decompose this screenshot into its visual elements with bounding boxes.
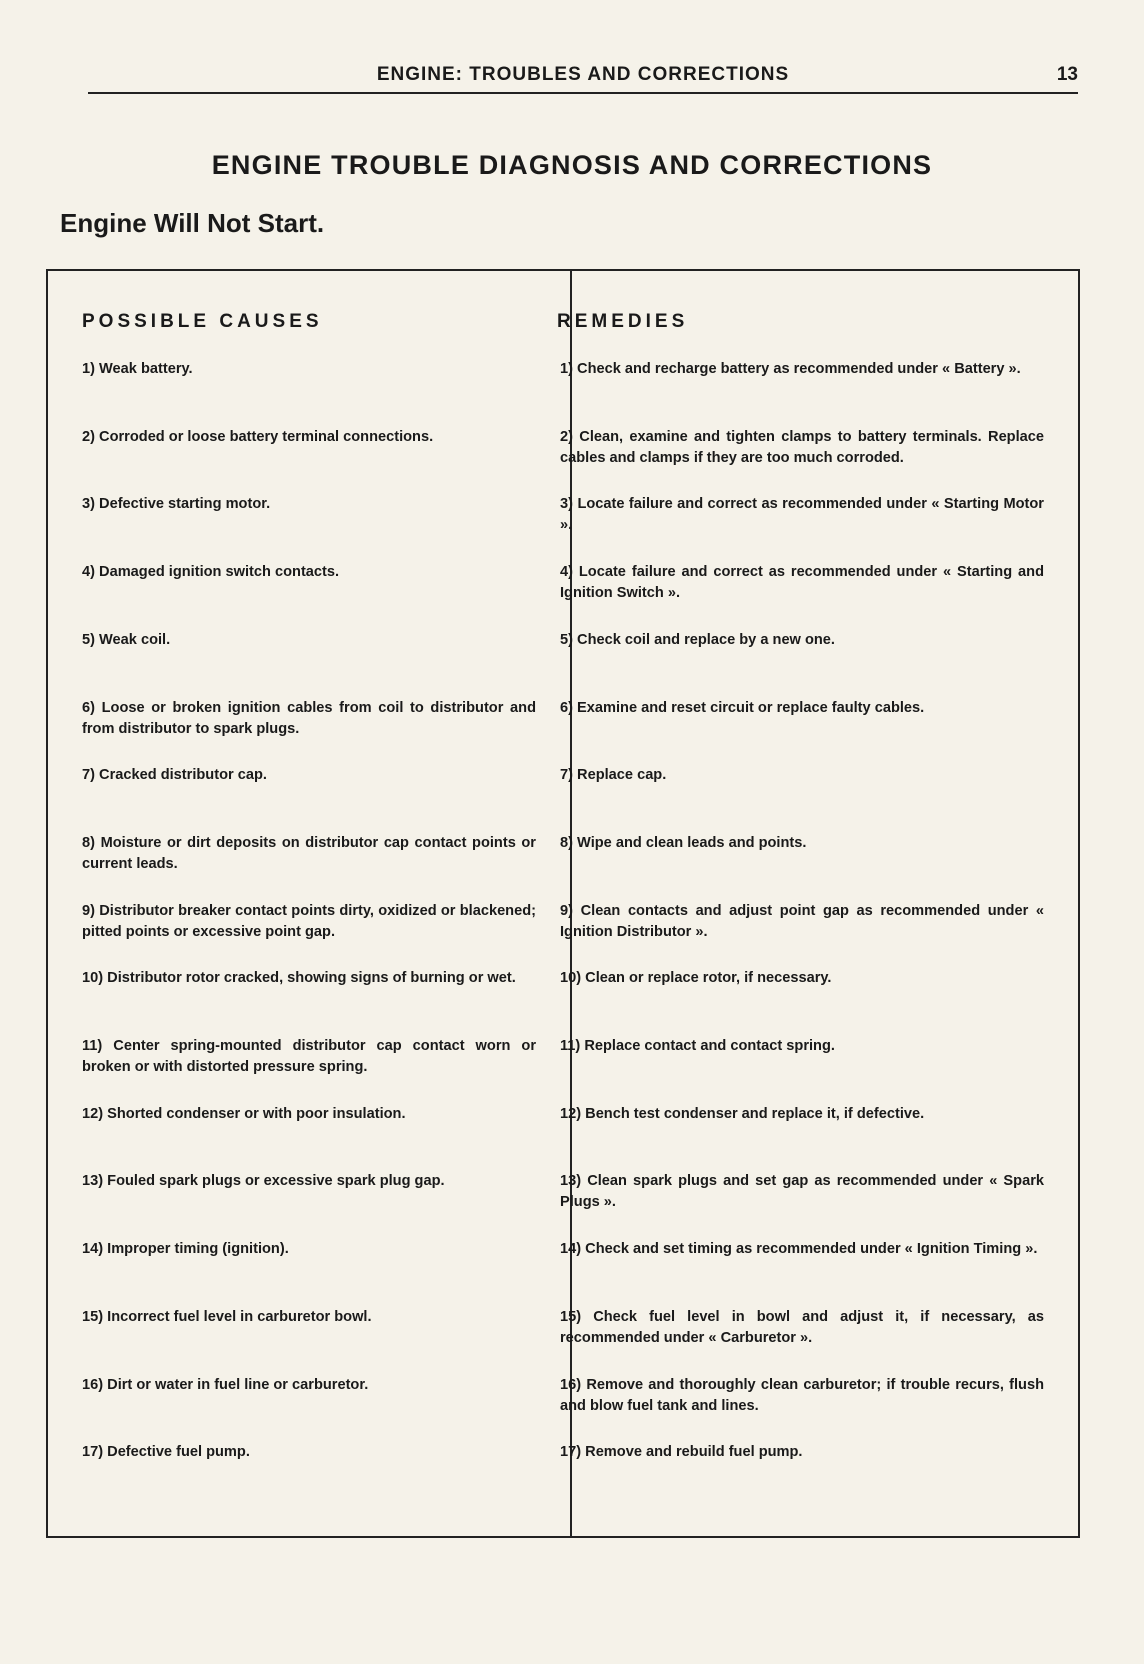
table-row	[48, 1375, 1078, 1443]
remedy-number: 7)	[560, 767, 573, 784]
cause-cell	[82, 359, 536, 380]
remedy-text: Replace cap.	[577, 767, 667, 784]
cause-cell	[82, 1307, 536, 1328]
cause-text: Damaged ignition switch contacts.	[99, 564, 340, 581]
remedy-cell	[560, 427, 1044, 469]
cause-text: Shorted condenser or with poor insulation.	[107, 1105, 406, 1122]
table-row	[48, 1036, 1078, 1104]
remedy-cell	[560, 968, 1044, 989]
remedy-cell	[560, 1036, 1044, 1057]
cause-number: 1)	[82, 361, 95, 377]
remedy-text: Check and set timing as recommended under « Ignition Timing ».	[585, 1241, 1038, 1258]
cause-cell	[82, 562, 536, 583]
cause-cell	[82, 968, 536, 989]
remedy-number: 12)	[560, 1105, 582, 1122]
remedy-text: Locate failure and correct as recommended under « Starting and Ignition Switch ».	[560, 564, 1044, 602]
cause-cell	[82, 698, 536, 740]
remedy-cell	[560, 359, 1044, 380]
table-row	[48, 1239, 1078, 1307]
cause-number: 13)	[82, 1173, 104, 1190]
remedy-number: 2)	[560, 428, 573, 445]
cause-text: Improper timing (ignition).	[107, 1241, 289, 1258]
table-row	[48, 698, 1078, 766]
remedy-number: 5)	[560, 631, 573, 648]
cause-text: Dirt or water in fuel line or carburetor.	[107, 1376, 369, 1393]
cause-cell	[82, 1239, 536, 1260]
remedy-cell	[560, 1104, 1044, 1125]
cause-text: Moisture or dirt deposits on distributor cap contact points or current leads.	[82, 834, 536, 872]
table-row	[48, 1104, 1078, 1172]
remedy-number: 8)	[560, 834, 573, 851]
cause-number: 8)	[82, 834, 95, 851]
cause-text: Weak coil.	[99, 631, 171, 648]
cause-number: 3)	[82, 496, 95, 513]
cause-cell	[82, 901, 536, 943]
table-row	[48, 359, 1078, 427]
page-title: ENGINE TROUBLE DIAGNOSIS AND CORRECTIONS	[211, 150, 933, 180]
table-row	[48, 494, 1078, 562]
table-row	[48, 765, 1078, 833]
cause-number: 2)	[82, 428, 95, 445]
remedy-text: Replace contact and contact spring.	[584, 1038, 835, 1054]
cause-number: 6)	[82, 699, 95, 716]
remedy-number: 3)	[560, 496, 573, 513]
cause-text: Defective fuel pump.	[107, 1444, 250, 1461]
remedy-cell	[560, 765, 1044, 786]
remedy-number: 11)	[560, 1038, 581, 1054]
table-row	[48, 562, 1078, 630]
remedy-cell	[560, 630, 1044, 651]
table-row	[48, 968, 1078, 1036]
remedy-number: 16)	[560, 1376, 582, 1393]
cause-text: Corroded or loose battery terminal connections.	[99, 428, 434, 445]
cause-number: 15)	[82, 1308, 104, 1325]
cause-number: 14)	[82, 1241, 104, 1258]
remedy-cell	[560, 1442, 1044, 1463]
remedy-text: Remove and rebuild fuel pump.	[585, 1444, 803, 1461]
remedy-number: 1)	[560, 361, 573, 377]
cause-number: 9)	[82, 902, 95, 919]
cause-cell	[82, 765, 536, 786]
remedy-cell	[560, 1307, 1044, 1349]
cause-cell	[82, 1442, 536, 1463]
remedy-number: 14)	[560, 1241, 582, 1258]
remedy-cell	[560, 494, 1044, 536]
running-title: ENGINE: TROUBLES AND CORRECTIONS	[376, 64, 790, 85]
cause-number: 5)	[82, 631, 95, 648]
remedy-text: Check coil and replace by a new one.	[577, 631, 835, 648]
cause-text: Weak battery.	[99, 361, 193, 377]
cause-text: Fouled spark plugs or excessive spark plug gap.	[107, 1173, 445, 1190]
table-row	[48, 1442, 1078, 1510]
table-row	[48, 901, 1078, 969]
cause-text: Incorrect fuel level in carburetor bowl.	[107, 1308, 372, 1325]
cause-number: 10)	[82, 970, 104, 987]
cause-cell	[82, 1036, 536, 1078]
running-header	[88, 62, 1078, 94]
cause-text: Distributor breaker contact points dirty, oxidized or blackened; pitted points or excessive point gap.	[82, 902, 536, 940]
remedy-cell	[560, 1239, 1044, 1260]
remedy-number: 6)	[560, 699, 573, 716]
remedy-cell	[560, 833, 1044, 854]
cause-number: 17)	[82, 1444, 104, 1461]
cause-number: 4)	[82, 564, 95, 581]
table-row	[48, 1171, 1078, 1239]
cause-cell	[82, 1375, 536, 1396]
cause-text: Distributor rotor cracked, showing signs of burning or wet.	[107, 970, 516, 987]
causes-column-header: POSSIBLE CAUSES	[82, 311, 323, 332]
remedy-text: Wipe and clean leads and points.	[577, 834, 807, 851]
remedies-column-header: REMEDIES	[557, 311, 689, 332]
cause-text: Defective starting motor.	[99, 496, 271, 513]
remedy-cell	[560, 698, 1044, 719]
remedy-number: 9)	[560, 902, 573, 919]
remedy-text: Remove and thoroughly clean carburetor; if trouble recurs, flush and blow fuel tank and lines.	[560, 1376, 1044, 1414]
remedy-cell	[560, 1171, 1044, 1213]
remedy-cell	[560, 901, 1044, 943]
remedy-text: Clean spark plugs and set gap as recommended under « Spark Plugs ».	[560, 1173, 1044, 1211]
table-row	[48, 427, 1078, 495]
remedy-text: Bench test condenser and replace it, if defective.	[585, 1105, 925, 1122]
cause-text: Center spring-mounted distributor cap contact worn or broken or with distorted pressure spring.	[82, 1038, 536, 1075]
table-row	[48, 630, 1078, 698]
remedy-number: 17)	[560, 1444, 582, 1461]
cause-cell	[82, 427, 536, 448]
cause-number: 11)	[82, 1038, 103, 1054]
cause-text: Cracked distributor cap.	[99, 767, 267, 784]
section-title: Engine Will Not Start.	[60, 208, 325, 238]
cause-text: Loose or broken ignition cables from coil to distributor and from distributor to spark plugs.	[82, 699, 536, 737]
remedy-number: 10)	[560, 970, 582, 987]
remedy-cell	[560, 1375, 1044, 1417]
page-number: 13	[1056, 64, 1078, 85]
remedy-text: Examine and reset circuit or replace faulty cables.	[577, 699, 925, 716]
table-row	[48, 833, 1078, 901]
diagnosis-table	[46, 269, 1080, 1538]
remedy-number: 13)	[560, 1173, 582, 1190]
remedy-text: Check fuel level in bowl and adjust it, if necessary, as recommended under « Carburetor ».	[560, 1308, 1045, 1346]
remedy-text: Clean, examine and tighten clamps to battery terminals. Replace cables and clamps if they are too much corroded.	[560, 428, 1044, 466]
cause-cell	[82, 494, 536, 515]
remedy-text: Clean or replace rotor, if necessary.	[585, 970, 832, 987]
cause-number: 12)	[82, 1105, 104, 1122]
remedy-cell	[560, 562, 1044, 604]
cause-cell	[82, 1171, 536, 1192]
remedy-text: Check and recharge battery as recommended under « Battery ».	[577, 361, 1021, 377]
cause-cell	[82, 1104, 536, 1125]
cause-number: 7)	[82, 767, 95, 784]
remedy-number: 4)	[560, 564, 573, 581]
remedy-text: Clean contacts and adjust point gap as recommended under « Ignition Distributor ».	[560, 902, 1044, 940]
cause-cell	[82, 833, 536, 875]
table-row	[48, 1307, 1078, 1375]
remedy-number: 15)	[560, 1308, 582, 1325]
cause-number: 16)	[82, 1376, 104, 1393]
cause-cell	[82, 630, 536, 651]
remedy-text: Locate failure and correct as recommended under « Starting Motor ».	[560, 496, 1044, 534]
